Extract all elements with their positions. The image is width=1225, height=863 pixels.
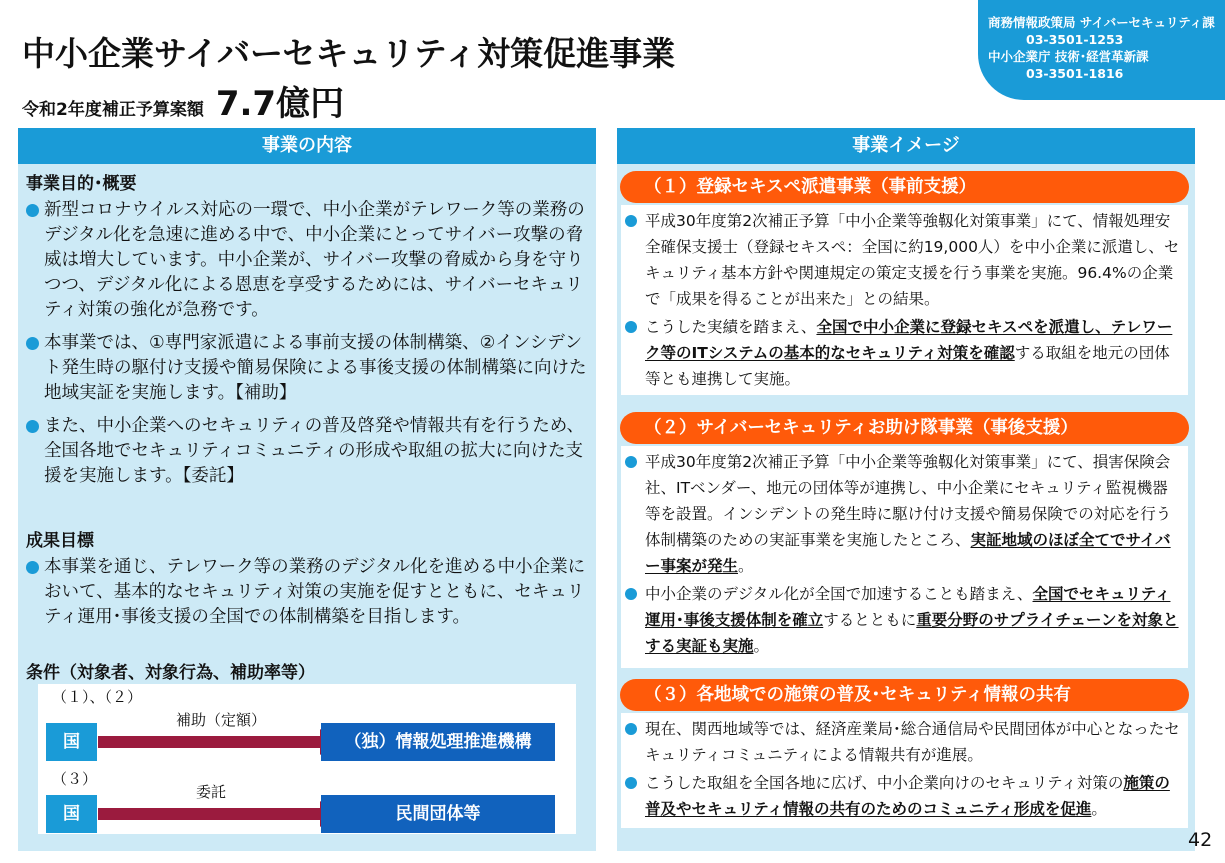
goal-bullets <box>26 555 596 630</box>
contact-box <box>978 0 1225 100</box>
bullet-dot-icon <box>625 777 637 789</box>
emphasis-text: 実証地域のほぼ全てでサイバー事案が発生 <box>645 531 1171 575</box>
arrow-commission-shaft <box>98 808 321 820</box>
target-org-private: 民間団体等 <box>321 795 555 833</box>
bullet-dot-icon <box>26 337 39 350</box>
cond-label-1: （１）、（２） <box>52 688 143 706</box>
text-fragment: こうした取組を全国各地に広げ、中小企業向けのセキュリティ対策の <box>645 774 1124 792</box>
bullet-text: 新型コロナウイルス対応の一環で、中小企業がテレワーク等の業務のデジタル化を急速に進める中で、中小企業にとってサイバー攻撃の脅威は増大しています。中小企業が、サイバー攻撃の脅威から身を守りつつ、デジタル化による恩恵を享受するためには、サイバーセキュリティ対策の強化が急務です。 <box>44 200 585 320</box>
cond-label-2: （３） <box>52 770 98 788</box>
bullet-dot-icon <box>625 723 637 735</box>
bullet-dot-icon <box>625 321 637 333</box>
page-number: 42 <box>1188 829 1213 851</box>
text-fragment: 中小企業のデジタル化が全国で加速することも踏まえ、 <box>645 585 1033 603</box>
list-item <box>625 449 1182 579</box>
list-item <box>625 208 1182 312</box>
list-item <box>625 314 1182 392</box>
list-item <box>625 581 1182 659</box>
target-org-ipa: （独）情報処理推進機構 <box>321 723 555 761</box>
bullet-dot-icon <box>625 215 637 227</box>
business-image-header: 事業イメージ <box>617 128 1195 164</box>
text-fragment: 。 <box>1091 800 1107 818</box>
bullet-text: 本事業では、①専門家派遣による事前支援の体制構築、②インシデント発生時の駆付け支援や簡易保険による事後支援の体制構築に向けた地域実証を実施します。【補助】 <box>44 333 587 403</box>
arrow-label-subsidy: 補助（定額） <box>176 711 267 729</box>
bullet-text: また、中小企業へのセキュリティの普及啓発や情報共有を行うため、全国各地でセキュリティコミュニティの形成や取組の拡大に向けた支援を実施します。【委託】 <box>44 416 585 486</box>
conditions-diagram <box>38 684 576 834</box>
contact-dept-1: 商務情報政策局 サイバーセキュリティ課 <box>988 15 1215 30</box>
section-3-title: （３）各地域での施策の普及･セキュリティ情報の共有 <box>620 679 1189 711</box>
bullet-dot-icon <box>625 456 637 468</box>
page-title: 中小企業サイバーセキュリティ対策促進事業 <box>22 34 676 73</box>
bullet-dot-icon <box>26 204 39 217</box>
purpose-bullets <box>26 198 596 489</box>
list-item <box>625 716 1182 768</box>
section-1-body <box>621 205 1188 395</box>
bullet-text <box>645 581 1182 659</box>
contact-tel-1: 03-3501-1253 <box>1026 32 1124 47</box>
list-item <box>625 770 1182 822</box>
business-content-header: 事業の内容 <box>18 128 596 164</box>
bullet-text <box>645 314 1182 392</box>
text-fragment: するとともに <box>823 611 917 629</box>
conditions-heading: 条件（対象者、対象行為、補助率等） <box>26 663 315 683</box>
business-content-panel <box>18 128 596 851</box>
arrow-subsidy-shaft <box>98 736 321 748</box>
budget-amount: 7.7億円 <box>215 84 345 124</box>
country-box-2: 国 <box>46 795 97 833</box>
list-item <box>26 414 596 489</box>
contact-tel-2: 03-3501-1816 <box>1026 66 1124 81</box>
arrow-label-commission: 委託 <box>196 783 227 801</box>
bullet-dot-icon <box>26 561 39 574</box>
bullet-text: 平成30年度第2次補正予算「中小企業等強靱化対策事業」にて、情報処理安全確保支援士（登録セキスペ：全国に約19,000人）を中小企業に派遣し、セキュリティ基本方針や関連規定の策定支援を行う事業を実施。96.4%の企業で「成果を得ることが出来た」との結果。 <box>645 212 1180 308</box>
bullet-text: 現在、関西地域等では、経済産業局･総合通信局や民間団体が中心となったセキュリティコミュニティによる情報共有が進展。 <box>645 720 1180 764</box>
emphasis-text: 施策の普及やセキュリティ情報の共有のためのコミュニティ形成を促進 <box>645 774 1170 818</box>
budget-line <box>22 76 344 125</box>
section-1-title: （１）登録セキスペ派遣事業（事前支援） <box>620 171 1189 203</box>
bullet-text <box>645 770 1182 822</box>
text-fragment: こうした実績を踏まえ、 <box>645 318 817 336</box>
emphasis-text: 重要分野のサプライチェーンを対象とする実証も実施 <box>645 611 1179 655</box>
bullet-dot-icon <box>26 420 39 433</box>
list-item <box>26 331 596 406</box>
text-fragment: 平成30年度第2次補正予算「中小企業等強靱化対策事業」にて、損害保険会社、ITベンダー、地元の団体等が連携し、中小企業にセキュリティ監視機器等を設置。インシデントの発生時に駆け付け支援や簡易保険での対応を行う体制構築のための実証事業を実施したところ、 <box>645 453 1172 549</box>
bullet-text <box>645 449 1182 579</box>
contact-dept-2: 中小企業庁 技術･経営革新課 <box>988 49 1149 64</box>
text-fragment: する取組を地元の団体等とも連携して実施。 <box>645 344 1170 388</box>
section-3-body <box>621 713 1188 828</box>
text-fragment: 。 <box>738 557 754 575</box>
business-image-panel <box>617 128 1195 851</box>
list-item <box>26 198 596 323</box>
emphasis-text: 全国で中小企業に登録セキスペを派遣し、テレワーク等のITシステムの基本的なセキュリティ対策を確認 <box>645 318 1173 362</box>
section-2-title: （２）サイバーセキュリティお助け隊事業（事後支援） <box>620 412 1189 444</box>
bullet-text: 本事業を通じ、テレワーク等の業務のデジタル化を進める中小企業において、基本的なセキュリティ対策の実施を促すとともに、セキュリティ運用･事後支援の全国での体制構築を目指します。 <box>44 557 586 627</box>
list-item <box>26 555 596 630</box>
section-2-body <box>621 446 1188 668</box>
budget-label: 令和2年度補正予算案額 <box>22 100 204 120</box>
country-box-1: 国 <box>46 723 97 761</box>
bullet-dot-icon <box>625 588 637 600</box>
goal-heading: 成果目標 <box>26 531 94 551</box>
text-fragment: 。 <box>753 637 770 655</box>
purpose-heading: 事業目的･概要 <box>26 174 137 194</box>
emphasis-text: 全国でセキュリティ運用･事後支援体制を確立 <box>645 585 1171 629</box>
